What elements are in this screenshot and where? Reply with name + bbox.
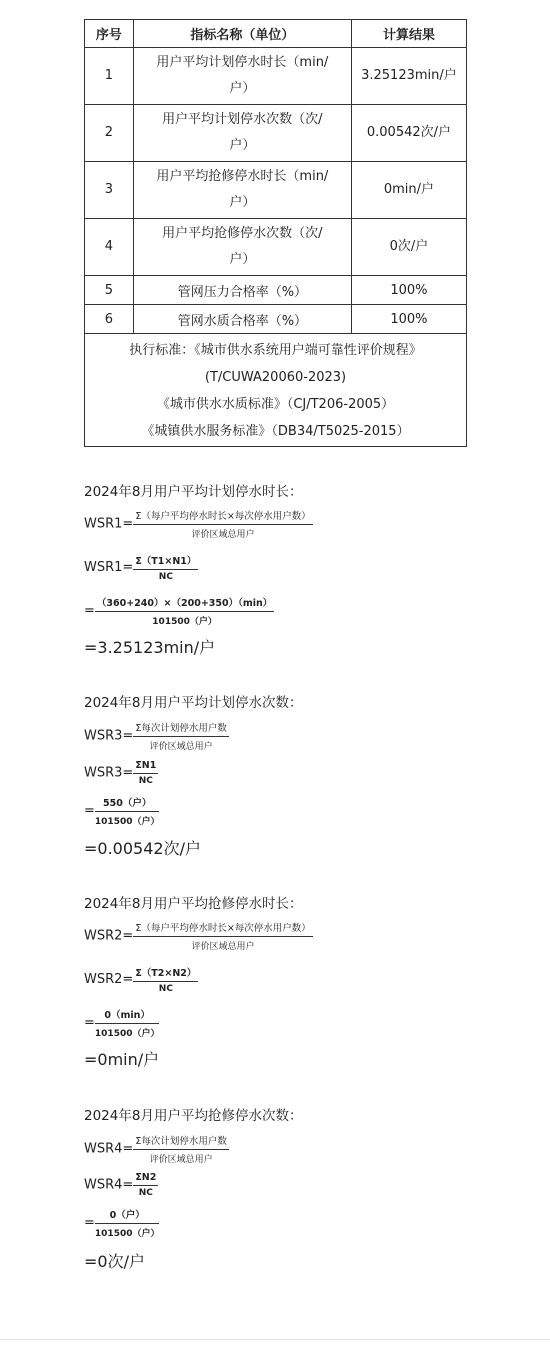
- fraction: [133, 508, 312, 540]
- standard-line: 《城镇供水服务标准》（DB34/T5025-2015）: [141, 424, 410, 439]
- fraction-numerator: Σ（T1×N1）: [133, 553, 198, 570]
- formula-lhs: WSR2=: [84, 928, 134, 944]
- row-name-line1: 用户平均计划停水次数（次/: [162, 112, 323, 127]
- formula-symbolic: [84, 1172, 158, 1198]
- row-name: 管网水质合格率（%）: [133, 305, 351, 334]
- table-row: [85, 105, 467, 162]
- header-name: 指标名称（单位）: [133, 20, 351, 48]
- row-name: 管网压力合格率（%）: [133, 276, 351, 305]
- standard-line: 执行标准：《城市供水系统用户端可靠性评价规程》: [129, 343, 422, 358]
- fraction: [133, 920, 312, 952]
- fraction-numerator: ΣN1: [133, 760, 158, 774]
- table-row: [85, 219, 467, 276]
- row-name: [133, 219, 351, 276]
- formula-symbolic: [84, 553, 198, 582]
- fraction-denominator: 评价区域总用户: [191, 942, 255, 952]
- fraction-numerator: （360+240）×（200+350）（min）: [95, 595, 274, 612]
- fraction-denominator: NC: [158, 984, 173, 994]
- formula-symbolic: [84, 965, 198, 994]
- fraction: [133, 1172, 158, 1198]
- formula-symbolic: [84, 760, 158, 786]
- fraction: [133, 720, 229, 752]
- standard-line: 《城市供水水质标准》（CJ/T206-2005）: [156, 397, 395, 412]
- fraction-numerator: 550（户）: [95, 795, 160, 812]
- formula-substituted: [84, 795, 159, 827]
- formula-lhs: =: [84, 1015, 95, 1031]
- formula-result: =0.00542次/户: [84, 839, 201, 858]
- header-result: 计算结果: [351, 20, 466, 48]
- fraction: [95, 795, 160, 827]
- row-result: 0次/户: [351, 219, 466, 276]
- fraction-denominator: NC: [138, 1188, 153, 1198]
- row-result: 100%: [351, 305, 466, 334]
- row-no: 3: [85, 162, 134, 219]
- section-title: 2024年8月用户平均计划停水次数：: [84, 695, 303, 711]
- formula-lhs: =: [84, 603, 95, 619]
- standards-cell: [85, 334, 467, 447]
- fraction-numerator: Σ（每户平均停水时长×每次停水用户数）: [133, 920, 312, 937]
- fraction: [133, 553, 198, 582]
- formula-result: =0min/户: [84, 1050, 160, 1069]
- row-result: 3.25123min/户: [351, 48, 466, 105]
- row-name: [133, 105, 351, 162]
- formula-lhs: WSR4=: [84, 1177, 134, 1193]
- fraction: [95, 595, 274, 627]
- fraction: [133, 965, 198, 994]
- footer-divider: [0, 1339, 550, 1340]
- formula-definition: [84, 920, 313, 952]
- formula-definition: [84, 720, 229, 752]
- row-name-line1: 用户平均计划停水时长（min/: [156, 55, 329, 70]
- row-no: 6: [85, 305, 134, 334]
- formula-lhs: =: [84, 803, 95, 819]
- fraction-numerator: ΣN2: [133, 1172, 158, 1186]
- fraction: [95, 1207, 160, 1239]
- table-row: [85, 48, 467, 105]
- row-name-line1: 用户平均抢修停水时长（min/: [156, 169, 329, 184]
- formula-definition: [84, 1133, 229, 1165]
- fraction-numerator: Σ每次计划停水用户数: [133, 1133, 229, 1150]
- fraction-denominator: 101500（户）: [94, 1029, 160, 1039]
- row-name-line1: 用户平均抢修停水次数（次/: [162, 226, 323, 241]
- table-header-row: [85, 20, 467, 48]
- formula-lhs: WSR2=: [84, 972, 134, 987]
- formula-substituted: [84, 1207, 159, 1239]
- fraction-numerator: Σ（T2×N2）: [133, 965, 198, 982]
- fraction-denominator: 101500（户）: [94, 817, 160, 827]
- row-no: 4: [85, 219, 134, 276]
- row-result: 100%: [351, 276, 466, 305]
- table-row: [85, 305, 467, 334]
- fraction-denominator: 101500（户）: [94, 1229, 160, 1239]
- row-name-line2: 户）: [229, 195, 256, 210]
- formula-lhs: WSR4=: [84, 1141, 134, 1157]
- fraction-denominator: 评价区域总用户: [149, 1155, 213, 1165]
- table-row: [85, 162, 467, 219]
- formula-result: =3.25123min/户: [84, 638, 216, 657]
- row-name: [133, 162, 351, 219]
- formula-lhs: WSR3=: [84, 728, 134, 744]
- row-name-line2: 户）: [229, 138, 256, 153]
- row-name-line2: 户）: [229, 81, 256, 96]
- formula-lhs: WSR3=: [84, 765, 134, 781]
- row-name: [133, 48, 351, 105]
- formula-definition: [84, 508, 313, 540]
- fraction-numerator: 0（户）: [95, 1207, 160, 1224]
- formula-result: =0次/户: [84, 1252, 145, 1271]
- fraction-numerator: Σ每次计划停水用户数: [133, 720, 229, 737]
- fraction-numerator: Σ（每户平均停水时长×每次停水用户数）: [133, 508, 312, 525]
- header-no: 序号: [85, 20, 134, 48]
- section-title: 2024年8月用户平均抢修停水次数：: [84, 1108, 303, 1124]
- row-result: 0.00542次/户: [351, 105, 466, 162]
- fraction-denominator: 评价区域总用户: [191, 530, 255, 540]
- row-no: 5: [85, 276, 134, 305]
- row-result: 0min/户: [351, 162, 466, 219]
- section-title: 2024年8月用户平均计划停水时长：: [84, 484, 303, 500]
- table-row: [85, 276, 467, 305]
- section-title: 2024年8月用户平均抢修停水时长：: [84, 896, 303, 912]
- indicator-table: [84, 19, 467, 447]
- fraction: [133, 1133, 229, 1165]
- standard-line: (T/CUWA20060-2023): [204, 370, 347, 385]
- formula-lhs: WSR1=: [84, 560, 134, 575]
- row-no: 1: [85, 48, 134, 105]
- fraction: [133, 760, 158, 786]
- formula-substituted: [84, 1007, 159, 1039]
- fraction-denominator: 评价区域总用户: [149, 742, 213, 752]
- formula-substituted: [84, 595, 274, 627]
- row-no: 2: [85, 105, 134, 162]
- fraction: [95, 1007, 160, 1039]
- formula-lhs: =: [84, 1215, 95, 1231]
- fraction-denominator: NC: [138, 776, 153, 786]
- fraction-denominator: 101500（户）: [152, 617, 217, 627]
- formula-lhs: WSR1=: [84, 516, 134, 532]
- row-name-line2: 户）: [229, 252, 256, 267]
- standards-row: [85, 334, 467, 447]
- fraction-numerator: 0（min）: [95, 1007, 160, 1024]
- fraction-denominator: NC: [158, 572, 173, 582]
